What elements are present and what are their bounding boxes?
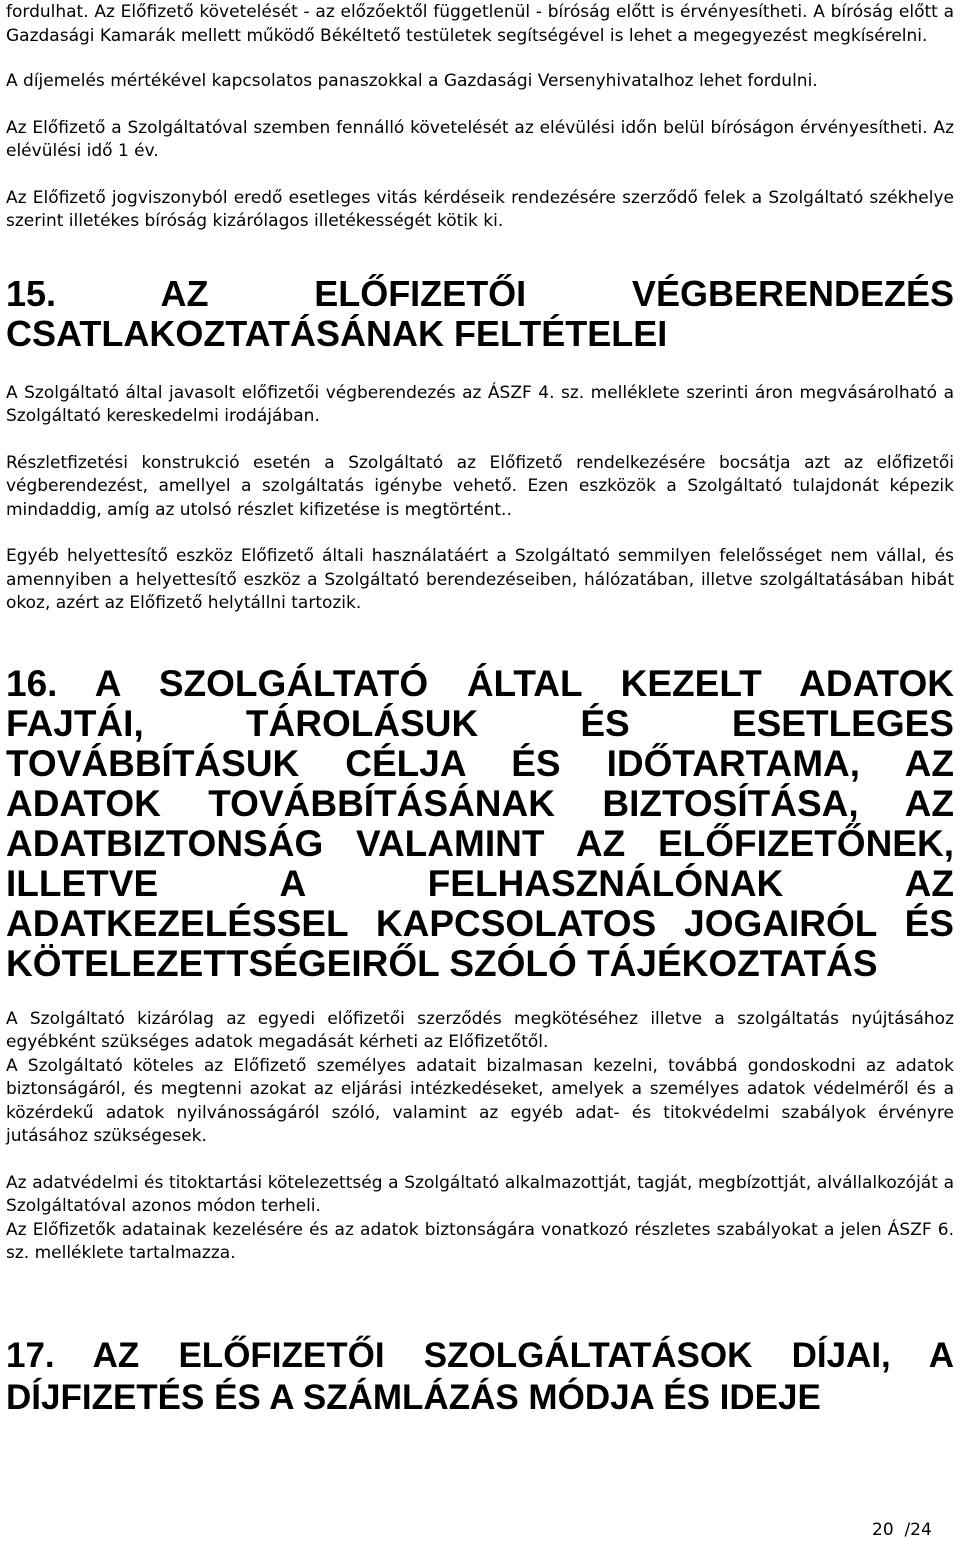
section-15-heading: 15. AZ ELŐFIZETŐI VÉGBERENDEZÉS CSATLAKOZTATÁSÁNAK FELTÉTELEI — [6, 272, 954, 354]
document-page — [6, 0, 954, 1419]
paragraph-court-enforcement: fordulhat. Az Előfizető követelését - az előzőektől függetlenül - bíróság előtt is érvényesítheti. A bíróság előtt a Gazdasági Kamarák mellett működő Békéltető testületek segítségével is lehet a megegyezést megkísérelni. — [6, 2, 954, 46]
page-number: 20 /24 — [872, 1520, 932, 1540]
paragraph-jurisdiction: Az Előfizető jogviszonyból eredő esetleges vitás kérdéseik rendezésére szerződő felek a Szolgáltató székhelye szerint illetékes bíróság kizárólagos illetékességét kötik ki. — [6, 187, 954, 231]
section-17-heading: 17. AZ ELŐFIZETŐI SZOLGÁLTATÁSOK DÍJAI, A DÍJFIZETÉS ÉS A SZÁMLÁZÁS MÓDJA ÉS IDEJE — [6, 1335, 954, 1417]
paragraph-limitation-period: Az Előfizető a Szolgáltatóval szemben fennálló követelését az elévülési időn belül bíróságon érvényesítheti. Az elévülési idő 1 év. — [6, 117, 954, 161]
paragraph-data-confidentiality: A Szolgáltató köteles az Előfizető személyes adatait bizalmasan kezelni, továbbá gondoskodni az adatok biztonságáról, és megtenni azokat az eljárási intézkedéseket, amelyek a személyes adatok védelméről és a közérdekű adatok nyilvánosságáról szóló, valamint az egyéb adat- és titokvédelmi szabályok érvényre jutásához szükségesek. — [6, 1055, 954, 1146]
paragraph-fee-complaints: A díjemelés mértékével kapcsolatos panaszokkal a Gazdasági Versenyhivatalhoz lehet fordulni. — [6, 71, 818, 91]
paragraph-confidentiality-obligation: Az adatvédelmi és titoktartási kötelezettség a Szolgáltató alkalmazottját, tagját, megbízottját, alvállalkozóját a Szolgáltatóval azonos módon terheli. — [6, 1172, 954, 1216]
paragraph-terminal-purchase: A Szolgáltató által javasolt előfizetői végberendezés az ÁSZF 4. sz. melléklete szerinti áron megvásárolható a Szolgáltató kereskedelmi irodájában. — [6, 382, 954, 426]
paragraph-substitute-device: Egyéb helyettesítő eszköz Előfizető általi használatáért a Szolgáltató semmilyen felelősséget nem vállal, és amennyiben a helyettesítő eszköz a Szolgáltató berendezéseiben, hálózatában, illetve szolgáltatásában hibát okoz, azért az Előfizető helytállni tartozik. — [6, 546, 954, 613]
paragraph-installment: Részletfizetési konstrukció esetén a Szolgáltató az Előfizető rendelkezésére bocsátja azt az előfizetői végberendezést, amellyel a szolgáltatás igénybe vehető. Ezen eszközök a Szolgáltató tulajdonát képezik mindaddig, amíg az utolsó részlet kifizetése is megtörtént.. — [6, 452, 954, 520]
section-16-heading: 16. A SZOLGÁLTATÓ ÁLTAL KEZELT ADATOK FAJTÁI, TÁROLÁSUK ÉS ESETLEGES TOVÁBBÍTÁSUK CÉLJA ÉS IDŐTARTAMA, AZ ADATOK TOVÁBBÍTÁSÁNAK BIZTOSÍTÁSA, AZ ADATBIZTONSÁG VALAMINT AZ ELŐFIZETŐNEK, ILLETVE A FELHASZNÁLÓNAK AZ ADATKEZELÉSSEL KAPCSOLATOS JOGAIRÓL ÉS KÖTELEZETTSÉGEIRŐL SZÓLÓ TÁJÉKOZTATÁS — [6, 662, 954, 984]
paragraph-data-request: A Szolgáltató kizárólag az egyedi előfizetői szerződés megkötéséhez illetve a szolgáltatás nyújtásához egyébként szükséges adatok megadását kérheti az Előfizetőtől. — [6, 1008, 954, 1052]
paragraph-data-rules-annex: Az Előfizetők adatainak kezelésére és az adatok biztonságára vonatkozó részletes szabályokat a jelen ÁSZF 6. sz. melléklete tartalmazza. — [6, 1219, 954, 1263]
